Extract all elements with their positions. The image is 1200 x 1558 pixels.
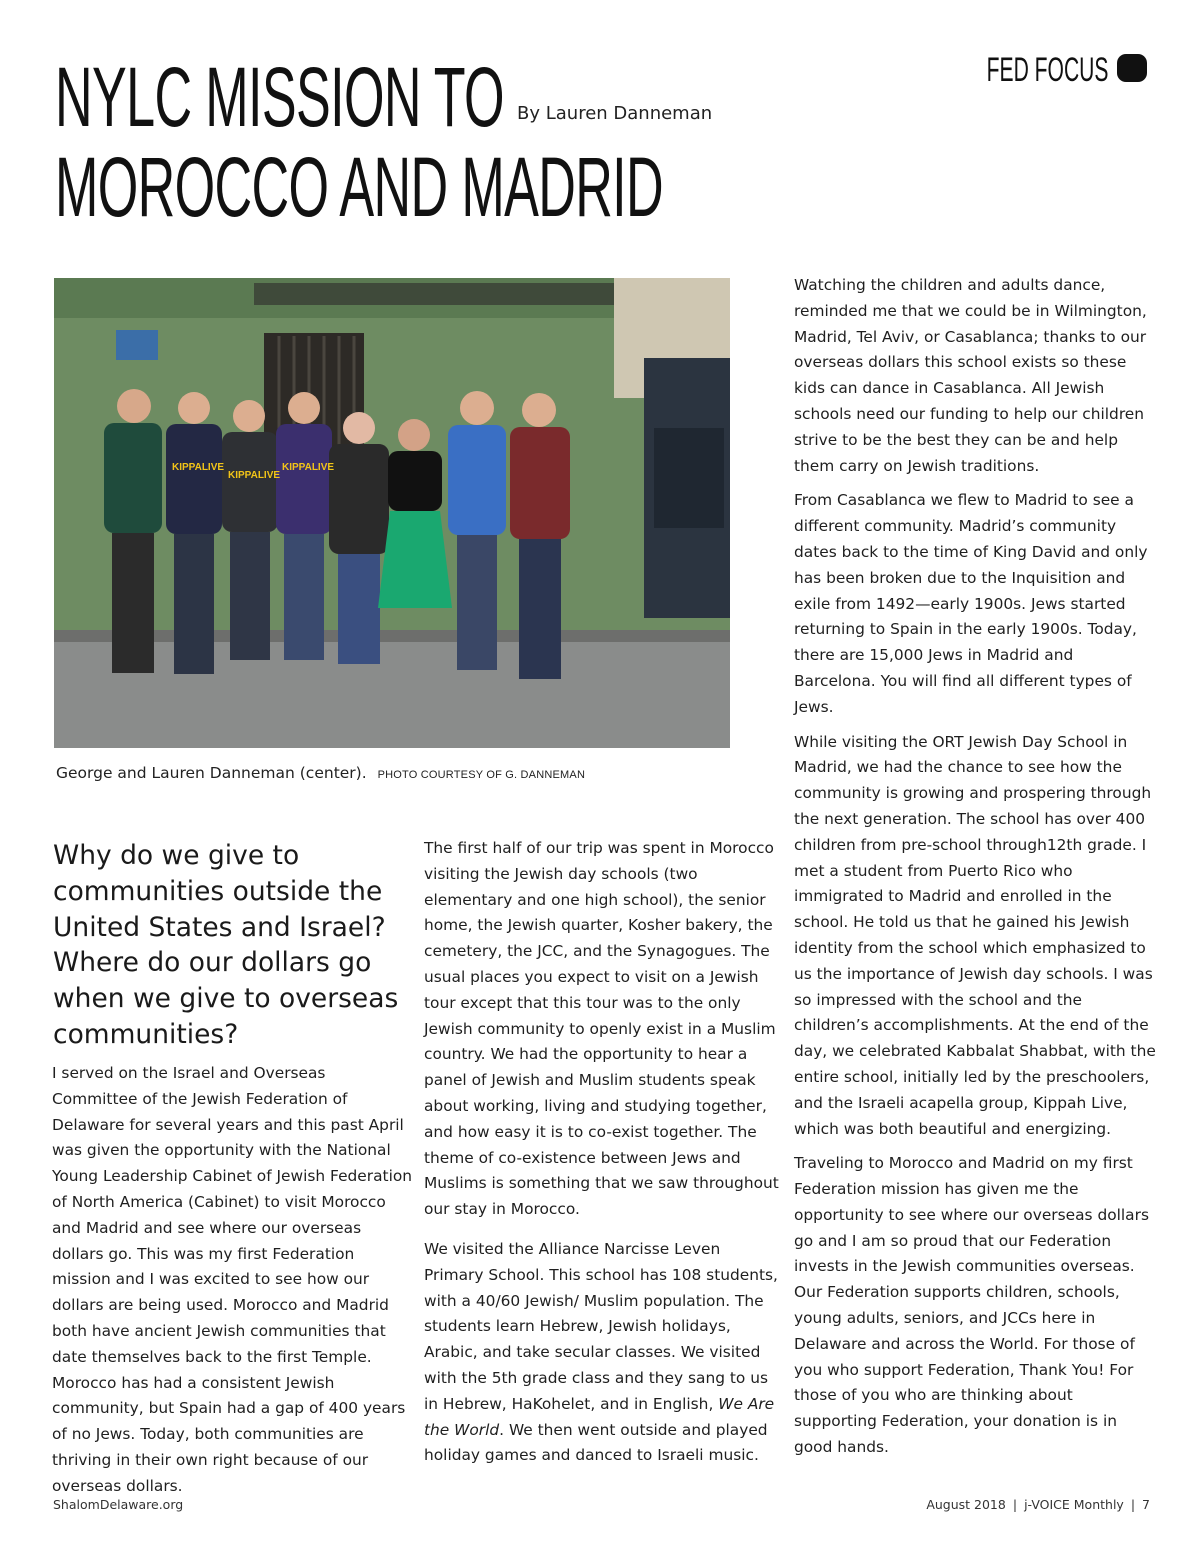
group-photo-illustration: [54, 278, 730, 748]
photo-credit: PHOTO COURTESY OF G. DANNEMAN: [377, 769, 586, 781]
title-line-1: NYLC MISSION TO: [55, 50, 504, 144]
paragraph: The first half of our trip was spent in Morocco visiting the Jewish day schools (two elementary and one high school), the senior home, the Jewish quarter, Kosher bakery, the cemetery, the JCC, and the Synagogues. The usual places you expect to visit on a Jewish tour except that this tour was to the only Jewish community to openly exist in a Muslim country. We had the opportunity to hear a panel of Jewish and Muslim students speak about working, living and studying together, and how easy it is to co-exist together. The theme of co-existence between Jews and Muslims is something that we saw throughout our stay in Morocco.: [424, 839, 779, 1219]
title-line-2: MOROCCO AND MADRID: [55, 140, 664, 234]
paragraph: Traveling to Morocco and Madrid on my first Federation mission has given me the opportunity to see where our overseas dollars go and I am so proud that our Federation invests in the Jewish communities overseas. Our Federation supports children, schools, young adults, seniors, and JCCs here in Delaware and across the World. For those of you who support Federation, Thank You! For those of you who are thinking about supporting Federation, your donation is in good hands.: [794, 1154, 1149, 1457]
footer-separator: |: [1012, 1497, 1018, 1512]
paragraph: Watching the children and adults dance, reminded me that we could be in Wilmington, Madrid, Tel Aviv, or Casablanca; thanks to our overseas dollars this school exists so these kids can dance in Casablanca. All Jewish schools need our funding to help our children strive to be the best they can be and help them carry on Jewish traditions.: [794, 276, 1147, 475]
section-label: FED FOCUS: [986, 51, 1108, 89]
footer-website: ShalomDelaware.org: [53, 1497, 184, 1512]
article-column-3: [794, 273, 1156, 1470]
shirt-print: KIPPALIVE: [282, 462, 335, 473]
publication-name: j-VOICE Monthly: [1024, 1497, 1124, 1512]
byline: By Lauren Danneman: [517, 103, 713, 124]
sidebar-question: Why do we give to communities outside the United States and Israel? Where do our dollars go when we give to overseas communities?: [53, 840, 399, 1050]
shirt-print: KIPPALIVE: [228, 470, 281, 481]
paragraph-text: . We then went outside and played holiday games and danced to Israeli music.: [424, 1420, 768, 1465]
group-photo: [54, 278, 730, 748]
article-column-1: [52, 1061, 414, 1509]
paragraph: From Casablanca we flew to Madrid to see a different community. Madrid’s community dates back to the time of King David and only has been broken due to the Inquisition and exile from 1492—early 1900s. Jews started returning to Spain in the early 1900s. Today, there are 15,000 Jews in Madrid and Barcelona. You will find all different types of Jews.: [794, 491, 1148, 716]
shirt-print: KIPPALIVE: [172, 462, 225, 473]
footer-separator: |: [1130, 1497, 1136, 1512]
footer-issue-info: [926, 1497, 1150, 1512]
paragraph: [424, 1237, 784, 1469]
article-title: [55, 52, 663, 232]
page-number: 7: [1142, 1497, 1150, 1512]
paragraph: While visiting the ORT Jewish Day School in Madrid, we had the chance to see how the community is growing and prospering through the next generation. The school has over 400 children from pre-school through12th grade. I met a student from Puerto Rico who immigrated to Madrid and enrolled in the school. He told us that he gained his Jewish identity from the school which emphasized to us the importance of Jewish day schools. I was so impressed with the school and the children’s accomplishments. At the end of the day, we celebrated Kabbalat Shabbat, with the entire school, initially led by the preschoolers, and the Israeli acapella group, Kippah Live, which was both beautiful and energizing.: [794, 732, 1156, 1138]
section-marker-icon: [1117, 54, 1147, 82]
article-column-2: [424, 836, 784, 1478]
caption-text: George and Lauren Danneman (center).: [56, 764, 367, 782]
issue-date: August 2018: [926, 1497, 1006, 1512]
paragraph-text: We visited the Alliance Narcisse Leven Primary School. This school has 108 students, with a 40/60 Jewish/ Muslim population. The students learn Hebrew, Jewish holidays, Arabic, and take secular classes. We visited with the 5th grade class and they sang to us in Hebrew, HaKohelet, and in English,: [424, 1239, 778, 1413]
photo-caption: [56, 764, 585, 782]
paragraph: I served on the Israel and Overseas Committee of the Jewish Federation of Delaware for several years and this past April was given the opportunity with the National Young Leadership Cabinet of Jewish Federation of North America (Cabinet) to visit Morocco and Madrid and see where our overseas dollars go. This was my first Federation mission and I was excited to see how our dollars are being used. Morocco and Madrid both have ancient Jewish communities that date themselves back to the first Temple. Morocco has had a consistent Jewish community, but Spain had a gap of 400 years of no Jews. Today, both communities are thriving in their own right because of our overseas dollars.: [52, 1064, 413, 1495]
song-title: We Are the World: [424, 1394, 775, 1439]
